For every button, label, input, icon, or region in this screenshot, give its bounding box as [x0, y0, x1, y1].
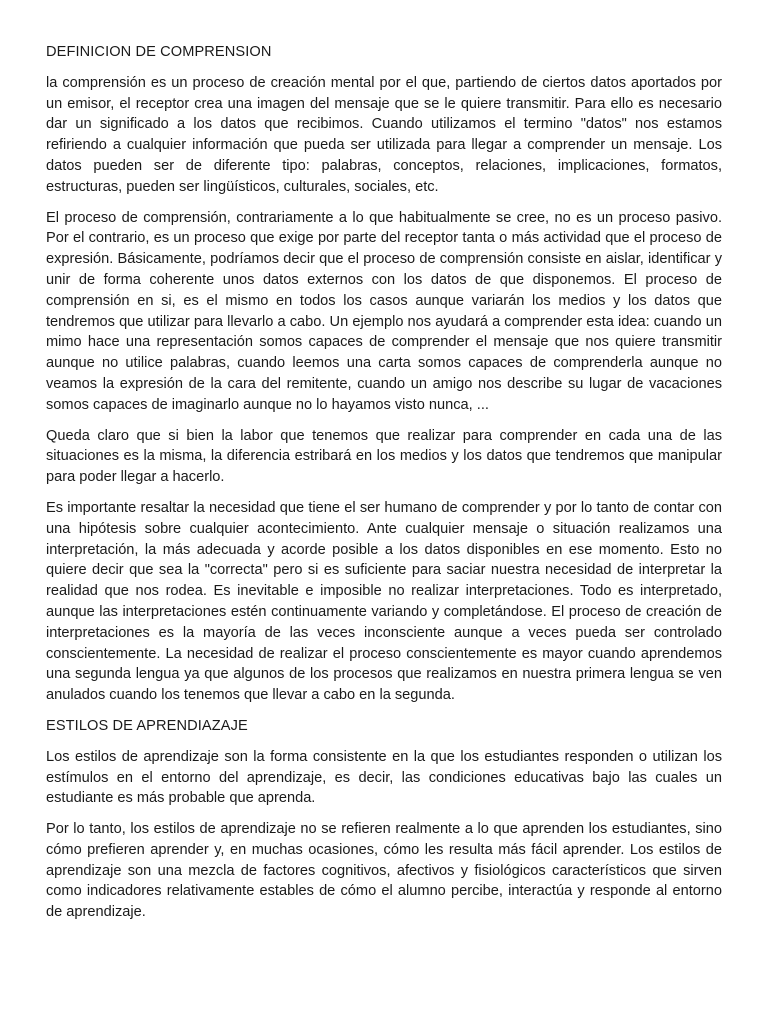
paragraph: Por lo tanto, los estilos de aprendizaje no se refieren realmente a lo que aprenden los estudiantes, sino cómo prefieren aprender y, en muchas ocasiones, cómo les resulta más fácil aprender. Los estilos de aprendizaje son una mezcla de factores cognitivos, afectivos y fisiológicos característicos que sirven como indicadores relativamente estables de cómo el alumno percibe, interactúa y responde al entorno de aprendizaje. — [46, 821, 722, 921]
document-page — [46, 42, 722, 933]
paragraph: Queda claro que si bien la labor que tenemos que realizar para comprender en cada una de las situaciones es la misma, la diferencia estribará en los medios y los datos que tendremos que manipular para poder llegar a hacerlo. — [46, 427, 722, 486]
paragraph: Es importante resaltar la necesidad que tiene el ser humano de comprender y por lo tanto de contar con una hipótesis sobre cualquier acontecimiento. Ante cualquier mensaje o situación realizamos una interpretación, la más adecuada y acorde posible a los datos disponibles en ese momento. Esto no quiere decir que sea la "correcta" pero si es suficiente para saciar nuestra necesidad de interpretar la realidad que nos rodea. Es inevitable e imposible no realizar interpretaciones. Todo es interpretado, aunque las interpretaciones estén continuamente variando y completándose. El proceso de creación de interpretaciones es la mayoría de las veces inconsciente aunque a veces pueda ser controlado conscientemente. La necesidad de realizar el proceso conscientemente es mayor cuando aprendemos una segunda lengua ya que algunos de los procesos que realizamos en nuestra primera lengua se ven anulados cuando los tenemos que llevar a cabo en la segunda. — [46, 499, 722, 704]
section-title-estilos: ESTILOS DE APRENDIAZAJE — [46, 717, 248, 734]
paragraph: la comprensión es un proceso de creación mental por el que, partiendo de ciertos datos aportados por un emisor, el receptor crea una imagen del mensaje que se le quiere transmitir. Para ello es necesario dar un significado a los datos que recibimos. Cuando utilizamos el termino "datos" nos estamos refiriendo a cualquier información que pueda ser utilizada para llegar a comprender un mensaje. Los datos pueden ser de diferente tipo: palabras, conceptos, relaciones, implicaciones, formatos, estructuras, pueden ser lingüísticos, culturales, sociales, etc. — [46, 74, 722, 195]
section-title-comprension: DEFINICION DE COMPRENSION — [46, 44, 272, 60]
paragraph: El proceso de comprensión, contrariamente a lo que habitualmente se cree, no es un proceso pasivo. Por el contrario, es un proceso que exige por parte del receptor tanta o más actividad que el proceso de expresión. Básicamente, podríamos decir que el proceso de comprensión consiste en aislar, identificar y unir de forma coherente unos datos externos con los datos de que disponemos. El proceso de comprensión en si, es el mismo en todos los casos aunque variarán los medios y los datos que tendremos que utilizar para llevarlo a cabo. Un ejemplo nos ayudará a comprender esta idea: cuando un mimo hace una representación somos capaces de comprender el mensaje que nos quiere transmitir aunque no utilice palabras, cuando leemos una carta somos capaces de comprenderla aunque no veamos la expresión de la cara del remitente, cuando un amigo nos describe su lugar de vacaciones somos capaces de imaginarlo aunque no lo hayamos visto nunca, ... — [46, 209, 722, 413]
paragraph: Los estilos de aprendizaje son la forma consistente en la que los estudiantes responden o utilizan los estímulos en el entorno del aprendizaje, es decir, las condiciones educativas bajo las cuales un estudiante es más probable que aprenda. — [46, 748, 722, 807]
